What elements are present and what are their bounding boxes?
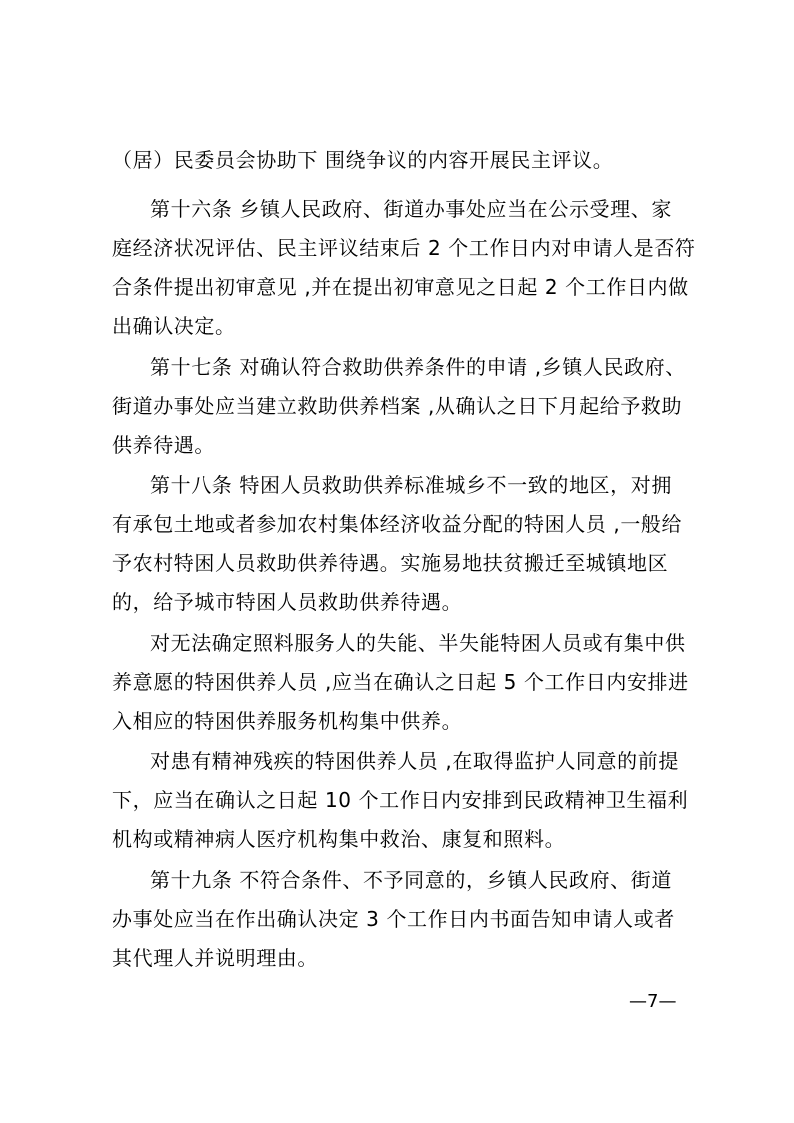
text-line: 供养待遇。 bbox=[112, 433, 215, 457]
text-line: 养意愿的特困供养人员 ,应当在确认之日起 5 个工作日内安排进 bbox=[112, 670, 689, 694]
text-line: 出确认决定。 bbox=[112, 314, 236, 338]
text-line: 第十六条 乡镇人民政府、街道办事处应当在公示受理、家 bbox=[150, 197, 672, 221]
page-number: —7— bbox=[629, 991, 677, 1012]
text-line: 庭经济状况评估、民主评议结束后 2 个工作日内对申请人是否符 bbox=[112, 236, 696, 260]
text-line: 下，应当在确认之日起 10 个工作日内安排到民政精神卫生福利 bbox=[112, 788, 689, 812]
text-line: 机构或精神病人医疗机构集中救治、康复和照料。 bbox=[112, 827, 566, 851]
text-line: 有承包土地或者参加农村集体经济收益分配的特困人员 ,一般给 bbox=[112, 512, 683, 536]
text-line: （居）民委员会协助下 围绕争议的内容开展民主评议。 bbox=[112, 148, 614, 172]
text-line: 的，给予城市特困人员救助供养待遇。 bbox=[112, 590, 463, 614]
text-line: 对无法确定照料服务人的失能、半失能特困人员或有集中供 bbox=[150, 631, 686, 655]
text-line: 其代理人并说明理由。 bbox=[112, 946, 318, 970]
text-line: 予农村特困人员救助供养待遇。实施易地扶贫搬迁至城镇地区 bbox=[112, 551, 669, 575]
text-line: 第十七条 对确认符合救助供养条件的申请 ,乡镇人民政府、 bbox=[150, 355, 686, 379]
text-line: 第十八条 特困人员救助供养标准城乡不一致的地区，对拥 bbox=[150, 473, 672, 497]
text-line: 街道办事处应当建立救助供养档案 ,从确认之日下月起给予救助 bbox=[112, 394, 683, 418]
text-line: 入相应的特困供养服务机构集中供养。 bbox=[112, 709, 463, 733]
text-line: 第十九条 不符合条件、不予同意的，乡镇人民政府、街道 bbox=[150, 868, 672, 892]
text-line: 对患有精神残疾的特困供养人员 ,在取得监护人同意的前提 bbox=[150, 749, 679, 773]
text-line: 办事处应当在作出确认决定 3 个工作日内书面告知申请人或者 bbox=[112, 907, 675, 931]
text-line: 合条件提出初审意见 ,并在提出初审意见之日起 2 个工作日内做 bbox=[112, 275, 689, 299]
